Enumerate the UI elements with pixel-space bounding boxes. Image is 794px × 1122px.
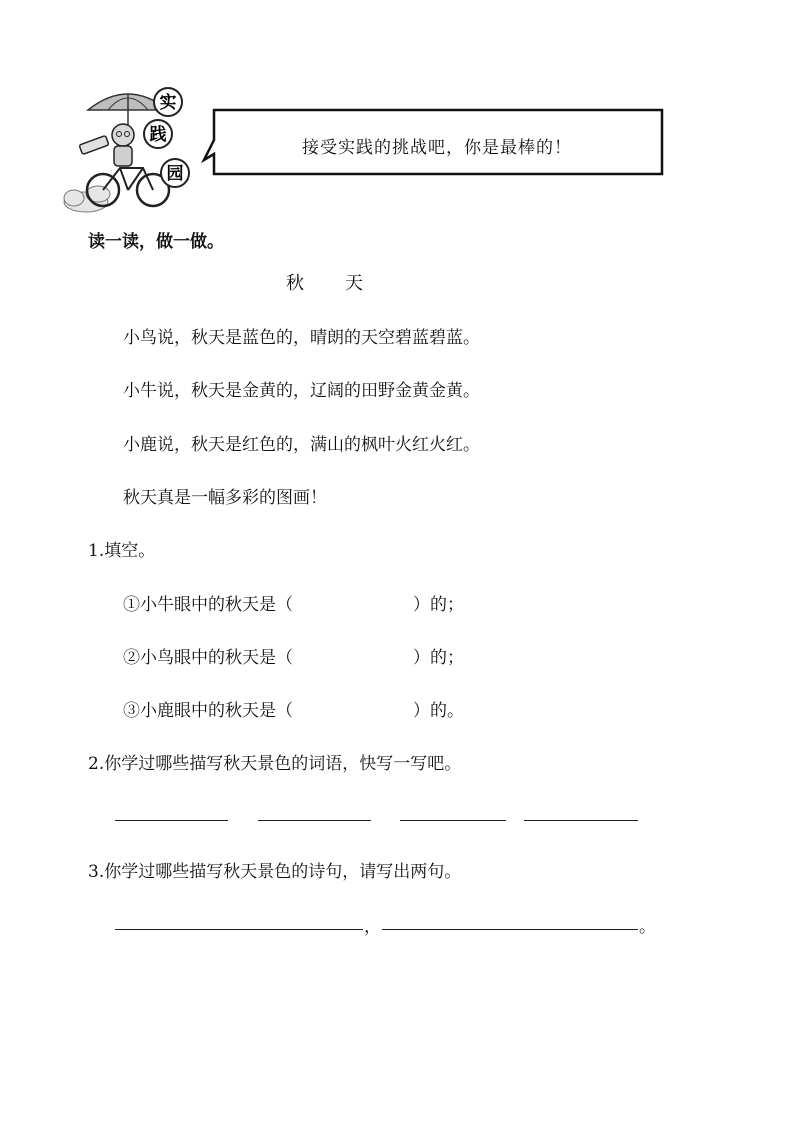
fill-item-2 <box>123 643 464 668</box>
poem-answer-line-1[interactable] <box>115 929 363 930</box>
poem-title-char-2: 天 <box>345 273 364 294</box>
fill-item-1-suffix: ）的； <box>413 595 464 615</box>
fill-item-2-prefix: ②小鸟眼中的秋天是（ <box>123 648 293 668</box>
fill-item-3-suffix: ）的。 <box>413 701 464 721</box>
fill-item-1-prefix: ①小牛眼中的秋天是（ <box>123 595 293 615</box>
poem-line-1: 小鸟说，秋天是蓝色的，晴朗的天空碧蓝碧蓝。 <box>123 328 480 348</box>
poem-title-char-1: 秋 <box>286 273 305 294</box>
poem-line-3: 小鹿说，秋天是红色的，满山的枫叶火红火红。 <box>123 435 480 455</box>
fill-item-3 <box>123 696 464 721</box>
word-answer-line-1[interactable] <box>115 820 228 821</box>
bubble-text: 接受实践的挑战吧，你是最棒的！ <box>302 138 572 158</box>
poem-line-2: 小牛说，秋天是金黄的，辽阔的田野金黄金黄。 <box>123 381 480 401</box>
logo-char-yuan: 园 <box>166 164 184 184</box>
poem-line-4: 秋天真是一幅多彩的图画！ <box>123 488 327 508</box>
fill-item-3-prefix: ③小鹿眼中的秋天是（ <box>123 701 293 721</box>
poem-answer-end-mark: 。 <box>639 917 656 937</box>
logo-char-jian: 践 <box>149 125 167 145</box>
question-1-title: 1.填空。 <box>88 541 156 561</box>
poem-answer-line-2[interactable] <box>382 929 638 930</box>
word-answer-line-3[interactable] <box>400 820 506 821</box>
question-3-title: 3.你学过哪些描写秋天景色的诗句，请写出两句。 <box>88 862 462 882</box>
fill-item-1 <box>123 590 464 615</box>
poem-answer-separator: ， <box>364 917 381 937</box>
fill-item-2-suffix: ）的； <box>413 648 464 668</box>
instruction-heading: 读一读，做一做。 <box>88 232 224 252</box>
word-answer-line-2[interactable] <box>258 820 371 821</box>
practice-garden-logo <box>58 80 208 220</box>
poem-title <box>0 269 650 295</box>
logo-char-shi: 实 <box>159 93 177 113</box>
question-2-title: 2.你学过哪些描写秋天景色的词语，快写一写吧。 <box>88 754 462 774</box>
word-answer-line-4[interactable] <box>524 820 638 821</box>
